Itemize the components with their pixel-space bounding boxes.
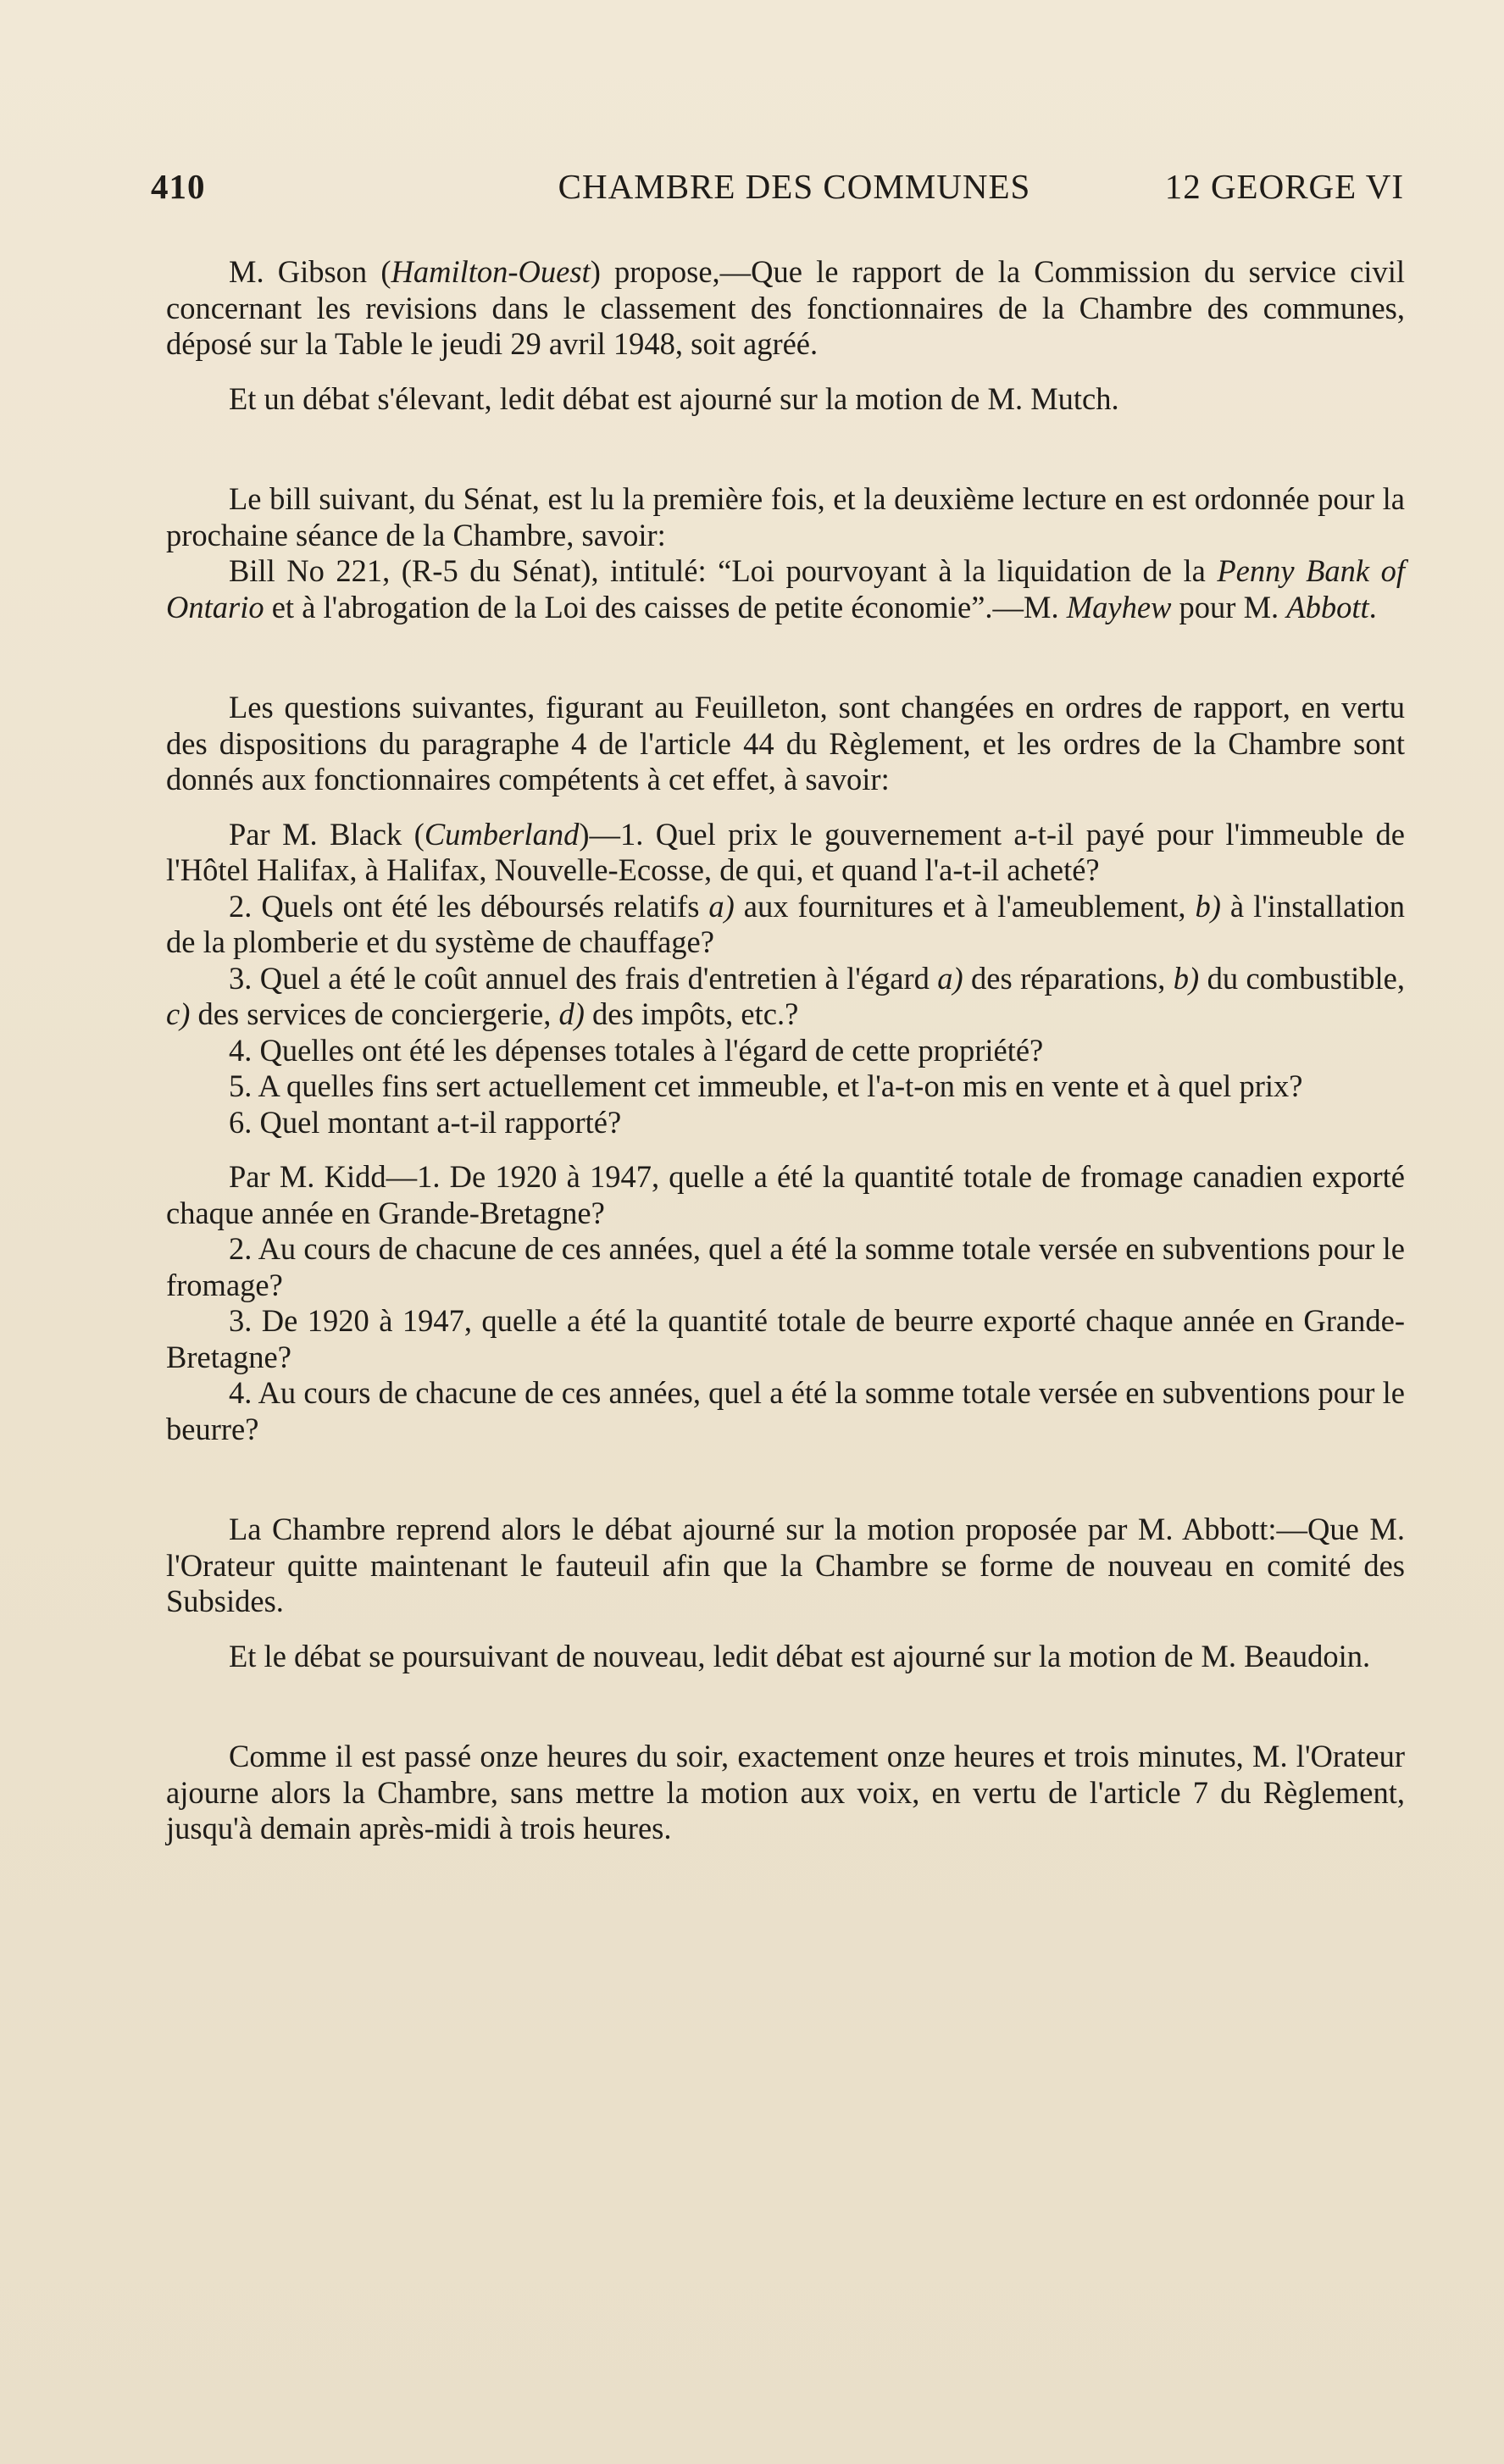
questions-intro-paragraph: Les questions suivantes, figurant au Feuilleton, sont changées en ordres de rapport, en vertu des dispositions du paragraphe 4 de l'article 44 du Règlement, et les ordres de la Chambre sont donnés aux fonctionnaires compétents à cet effet, à savoir: [166, 690, 1405, 796]
black-question-4: 4. Quelles ont été les dépenses totales à l'égard de cette propriété? [229, 1032, 1044, 1068]
journal-title: CHAMBRE DES COMMUNES [558, 167, 1031, 206]
black-question-2: 2. Quels ont été les déboursés relatifs a) aux fournitures et à l'ameublement, b) à l'installation de la plomberie et du système de chauffage? [166, 888, 1406, 959]
page-body [166, 254, 1405, 1847]
black-question-1: Par M. Black (Cumberland)—1. Quel prix le gouvernement a-t-il payé pour l'immeuble de l'Hôtel Halifax, à Halifax, Nouvelle-Ecosse, de qui, et quand l'a-t-il acheté? [166, 816, 1405, 887]
resume-debate-paragraph: La Chambre reprend alors le débat ajourné sur la motion proposée par M. Abbott:—Que M. l'Orateur quitte maintenant le fauteuil afin que la Chambre se forme de nouveau en comité des Subsides. [166, 1512, 1405, 1618]
kidd-question-2: 2. Au cours de chacune de ces années, quel a été la somme totale versée en subventions pour le fromage? [166, 1231, 1405, 1302]
running-header [151, 166, 1404, 217]
regnal-year: 12 GEORGE VI [1164, 167, 1404, 206]
black-question-3: 3. Quel a été le coût annuel des frais d'entretien à l'égard a) des réparations, b) du combustible, c) des services de conciergerie, d) des impôts, etc.? [166, 960, 1406, 1031]
kidd-question-3: 3. De 1920 à 1947, quelle a été la quantité totale de beurre exporté chaque année en Grande-Bretagne? [166, 1303, 1405, 1374]
adjournment-paragraph: Comme il est passé onze heures du soir, exactement onze heures et trois minutes, M. l'Orateur ajourne alors la Chambre, sans mettre la motion aux voix, en vertu de l'article 7 du Règlement, jusqu'à demain après-midi à trois heures. [166, 1739, 1405, 1845]
bill-221-paragraph: Bill No 221, (R-5 du Sénat), intitulé: “Loi pourvoyant à la liquidation de la Penny Bank of Ontario et à l'abrogation de la Loi des caisses de petite économie”.—M. Mayhew pour M. Abbott. [166, 553, 1405, 624]
riding-name: Hamilton-Ouest [391, 254, 591, 289]
motion-gibson-paragraph: M. Gibson (Hamilton-Ouest) propose,—Que le rapport de la Commission du service civil concernant les revisions dans le classement des fonctionnaires de la Chambre des communes, déposé sur la Table le jeudi 29 avril 1948, soit agréé. [166, 254, 1405, 361]
black-question-5: 5. A quelles fins sert actuellement cet immeuble, et l'a-t-on mis en vente et à quel prix? [229, 1068, 1303, 1103]
black-question-6: 6. Quel montant a-t-il rapporté? [229, 1104, 622, 1140]
kidd-question-4: 4. Au cours de chacune de ces années, quel a été la somme totale versée en subventions pour le beurre? [166, 1375, 1405, 1446]
kidd-question-1: Par M. Kidd—1. De 1920 à 1947, quelle a été la quantité totale de fromage canadien exporté chaque année en Grande-Bretagne? [166, 1159, 1405, 1230]
page-number: 410 [151, 167, 206, 206]
bill-intro-paragraph: Le bill suivant, du Sénat, est lu la première fois, et la deuxième lecture en est ordonnée pour la prochaine séance de la Chambre, savoir: [166, 481, 1405, 552]
debate-mutch-paragraph: Et un débat s'élevant, ledit débat est ajourné sur la motion de M. Mutch. [229, 380, 1119, 416]
debate-beaudoin-paragraph: Et le débat se poursuivant de nouveau, ledit débat est ajourné sur la motion de M. Beaudoin. [229, 1638, 1371, 1673]
